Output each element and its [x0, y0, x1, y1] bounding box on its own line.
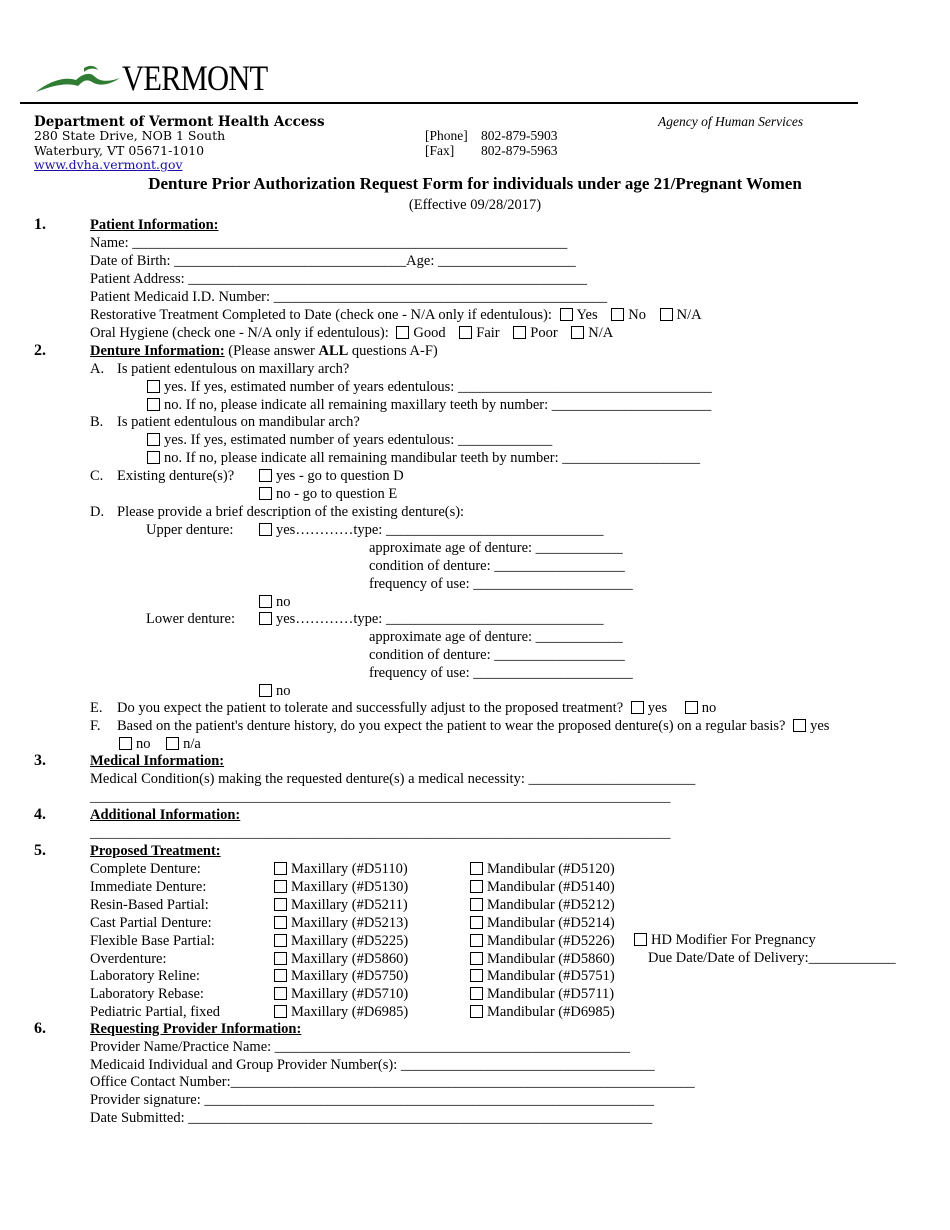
mandibular-checkbox[interactable] [470, 862, 483, 875]
upper-condition-field: condition of denture: __________________ [369, 558, 625, 574]
mandibular-checkbox[interactable] [470, 898, 483, 911]
hygiene-poor-checkbox[interactable] [513, 326, 526, 339]
maxillary-checkbox[interactable] [274, 862, 287, 875]
provider-name-field[interactable]: Provider Name/Practice Name: _________________________________________________ [90, 1039, 631, 1055]
maxillary-code: Maxillary (#D6985) [291, 1004, 409, 1020]
section-4-heading: Additional Information: [90, 807, 241, 823]
restorative-no-label: No [628, 307, 646, 323]
patient-address-field[interactable]: Patient Address: _______________________________________________________ [90, 271, 588, 287]
b-no-checkbox[interactable] [147, 451, 160, 464]
hd-modifier-label: HD Modifier For Pregnancy [651, 932, 816, 948]
treatment-label: Flexible Base Partial: [90, 933, 215, 949]
website-link[interactable]: www.dvha.vermont.gov [34, 157, 183, 172]
f-yes-label: yes [810, 718, 830, 734]
maxillary-checkbox[interactable] [274, 916, 287, 929]
maxillary-code: Maxillary (#D5225) [291, 933, 409, 949]
logo [34, 58, 274, 98]
section-2-heading-row [90, 342, 438, 360]
restorative-treatment-label: Restorative Treatment Completed to Date (check one - N/A only if edentulous): [90, 307, 552, 323]
f-yes-checkbox[interactable] [793, 719, 806, 732]
section-2-note-c: questions A-F) [348, 343, 438, 359]
f-na-checkbox[interactable] [166, 737, 179, 750]
department-name: Department of Vermont Health Access [34, 114, 325, 130]
restorative-treatment-row [90, 306, 702, 324]
maxillary-code: Maxillary (#D5211) [291, 897, 408, 913]
address-line-2: Waterbury, VT 05671-1010 [34, 143, 205, 158]
additional-information-field[interactable]: ______________________________________________________________________________________ [90, 825, 671, 840]
question-f-letter: F. [90, 718, 101, 734]
section-6-heading: Requesting Provider Information: [90, 1021, 302, 1037]
address-line-1: 280 State Drive, NOB 1 South [34, 128, 226, 143]
b-no-text: no. If no, please indicate all remaining mandibular teeth by number: ___________________ [164, 450, 700, 466]
section-2-number: 2. [34, 342, 46, 359]
hygiene-na-label: N/A [588, 325, 614, 341]
mandibular-code: Mandibular (#D5140) [487, 879, 615, 895]
maxillary-checkbox[interactable] [274, 898, 287, 911]
date-of-birth-age-field[interactable]: Date of Birth: ________________________________Age: ___________________ [90, 253, 576, 269]
question-d-text: Please provide a brief description of the existing denture(s): [117, 504, 465, 520]
maxillary-code: Maxillary (#D5130) [291, 879, 409, 895]
maxillary-code: Maxillary (#D5860) [291, 951, 409, 967]
mandibular-code: Mandibular (#D5711) [487, 986, 615, 1002]
section-5-heading: Proposed Treatment: [90, 843, 221, 859]
a-no-checkbox[interactable] [147, 398, 160, 411]
mandibular-code: Mandibular (#D5751) [487, 968, 615, 984]
mandibular-checkbox[interactable] [470, 934, 483, 947]
f-no-checkbox[interactable] [119, 737, 132, 750]
f-no-label: no [136, 736, 151, 752]
date-submitted-field[interactable]: Date Submitted: ________________________________________________________________ [90, 1110, 653, 1126]
fax-label: [Fax] [425, 143, 455, 158]
hd-modifier-checkbox[interactable] [634, 933, 647, 946]
upper-no-checkbox[interactable] [259, 595, 272, 608]
upper-denture-label: Upper denture: [146, 522, 234, 538]
hygiene-fair-checkbox[interactable] [459, 326, 472, 339]
lower-no-label: no [276, 683, 291, 699]
treatment-label: Resin-Based Partial: [90, 897, 209, 913]
due-date-field[interactable]: Due Date/Date of Delivery:____________ [648, 950, 896, 966]
question-e-letter: E. [90, 700, 103, 716]
treatment-label: Overdenture: [90, 951, 167, 967]
oral-hygiene-label: Oral Hygiene (check one - N/A only if edentulous): [90, 325, 389, 341]
restorative-na-checkbox[interactable] [660, 308, 673, 321]
section-2-heading: Denture Information: [90, 343, 225, 359]
mandibular-checkbox[interactable] [470, 952, 483, 965]
fax-number: 802-879-5963 [481, 143, 558, 158]
f-na-label: n/a [183, 736, 201, 752]
question-d-letter: D. [90, 504, 105, 520]
lower-denture-label: Lower denture: [146, 611, 235, 627]
upper-age-field: approximate age of denture: ____________ [369, 540, 623, 556]
hygiene-na-checkbox[interactable] [571, 326, 584, 339]
upper-no-label: no [276, 594, 291, 610]
logo-text: VERMONT [122, 58, 268, 98]
mandibular-checkbox[interactable] [470, 1005, 483, 1018]
phone-label: [Phone] [425, 128, 468, 143]
upper-yes-checkbox[interactable] [259, 523, 272, 536]
c-no-checkbox[interactable] [259, 487, 272, 500]
c-yes-text: yes - go to question D [276, 468, 404, 484]
patient-name-field[interactable]: Name: ____________________________________________________________ [90, 235, 568, 251]
header-rule [20, 102, 858, 104]
mandibular-code: Mandibular (#D6985) [487, 1004, 615, 1020]
e-no-checkbox[interactable] [685, 701, 698, 714]
e-no-label: no [701, 700, 717, 716]
question-c-text: Existing denture(s)? [117, 468, 235, 484]
maxillary-code: Maxillary (#D5710) [291, 986, 409, 1002]
treatment-label: Cast Partial Denture: [90, 915, 212, 931]
medical-condition-field[interactable]: Medical Condition(s) making the requested denture(s) a medical necessity: _______________________ [90, 771, 696, 787]
hygiene-poor-label: Poor [530, 325, 558, 341]
mandibular-code: Mandibular (#D5120) [487, 861, 615, 877]
section-3-number: 3. [34, 752, 46, 769]
maxillary-checkbox[interactable] [274, 880, 287, 893]
mandibular-code: Mandibular (#D5860) [487, 951, 615, 967]
mandibular-checkbox[interactable] [470, 969, 483, 982]
mandibular-checkbox[interactable] [470, 880, 483, 893]
question-e-row [117, 699, 716, 717]
section-2-note-all: ALL [318, 343, 349, 359]
treatment-label: Laboratory Rebase: [90, 986, 204, 1002]
section-2-note-a: (Please answer [224, 343, 319, 359]
medical-condition-line-2[interactable]: ______________________________________________________________________________________ [90, 789, 671, 804]
question-a-letter: A. [90, 361, 105, 377]
treatment-label: Immediate Denture: [90, 879, 207, 895]
medicaid-id-field[interactable]: Patient Medicaid I.D. Number: ______________________________________________ [90, 289, 608, 305]
treatment-label: Pediatric Partial, fixed [90, 1004, 221, 1020]
vermont-mountain-logo-icon [34, 60, 126, 96]
mandibular-checkbox[interactable] [470, 916, 483, 929]
section-5-number: 5. [34, 842, 46, 859]
hygiene-fair-label: Fair [476, 325, 500, 341]
maxillary-checkbox[interactable] [274, 969, 287, 982]
section-3-heading: Medical Information: [90, 753, 225, 769]
restorative-na-label: N/A [676, 307, 702, 323]
provider-number-field[interactable]: Medicaid Individual and Group Provider Number(s): ___________________________________ [90, 1057, 655, 1073]
c-yes-checkbox[interactable] [259, 469, 272, 482]
restorative-yes-label: Yes [576, 307, 598, 323]
upper-frequency-field: frequency of use: ______________________ [369, 576, 633, 592]
treatment-label: Complete Denture: [90, 861, 201, 877]
b-yes-text: yes. If yes, estimated number of years edentulous: _____________ [164, 432, 553, 448]
lower-age-field: approximate age of denture: ____________ [369, 629, 623, 645]
maxillary-checkbox[interactable] [274, 987, 287, 1000]
question-b-letter: B. [90, 414, 104, 430]
section-1-heading: Patient Information: [90, 217, 219, 233]
maxillary-checkbox[interactable] [274, 934, 287, 947]
section-6-number: 6. [34, 1020, 46, 1037]
restorative-no-checkbox[interactable] [611, 308, 624, 321]
maxillary-code: Maxillary (#D5213) [291, 915, 409, 931]
maxillary-checkbox[interactable] [274, 1005, 287, 1018]
agency-name: Agency of Human Services [658, 114, 804, 129]
office-contact-field[interactable]: Office Contact Number:________________________________________________________________ [90, 1074, 695, 1090]
a-no-text: no. If no, please indicate all remaining maxillary teeth by number: ______________________ [164, 397, 712, 413]
b-yes-checkbox[interactable] [147, 433, 160, 446]
a-yes-text: yes. If yes, estimated number of years edentulous: ___________________________________ [164, 379, 712, 395]
a-yes-checkbox[interactable] [147, 380, 160, 393]
restorative-yes-checkbox[interactable] [560, 308, 573, 321]
maxillary-code: Maxillary (#D5750) [291, 968, 409, 984]
mandibular-code: Mandibular (#D5226) [487, 933, 615, 949]
provider-signature-field[interactable]: Provider signature: ______________________________________________________________ [90, 1092, 654, 1108]
question-b-text: Is patient edentulous on mandibular arch? [117, 414, 360, 430]
section-4-number: 4. [34, 806, 46, 823]
e-yes-label: yes [647, 700, 668, 716]
form-title: Denture Prior Authorization Request Form for individuals under age 21/Pregnant Women [148, 174, 802, 193]
mandibular-code: Mandibular (#D5214) [487, 915, 615, 931]
lower-frequency-field: frequency of use: ______________________ [369, 665, 633, 681]
treatment-label: Laboratory Reline: [90, 968, 200, 984]
lower-type-field: yes…………type: ______________________________ [276, 611, 604, 627]
hygiene-good-checkbox[interactable] [396, 326, 409, 339]
lower-condition-field: condition of denture: __________________ [369, 647, 625, 663]
phone-number: 802-879-5903 [481, 128, 558, 143]
c-no-text: no - go to question E [276, 486, 398, 502]
section-1-number: 1. [34, 216, 46, 233]
maxillary-code: Maxillary (#D5110) [291, 861, 408, 877]
hygiene-good-label: Good [413, 325, 446, 341]
e-yes-checkbox[interactable] [631, 701, 644, 714]
upper-type-field: yes…………type: ______________________________ [276, 522, 604, 538]
mandibular-code: Mandibular (#D5212) [487, 897, 615, 913]
mandibular-checkbox[interactable] [470, 987, 483, 1000]
question-e-text: Do you expect the patient to tolerate and successfully adjust to the proposed treatment? [117, 700, 624, 716]
question-c-letter: C. [90, 468, 104, 484]
lower-yes-checkbox[interactable] [259, 612, 272, 625]
question-a-text: Is patient edentulous on maxillary arch? [117, 361, 350, 377]
maxillary-checkbox[interactable] [274, 952, 287, 965]
lower-no-checkbox[interactable] [259, 684, 272, 697]
oral-hygiene-row [90, 324, 613, 342]
question-f-text: Based on the patient's denture history, do you expect the patient to wear the proposed denture(s) on a regular basis? [117, 718, 786, 734]
effective-date: (Effective 09/28/2017) [408, 197, 542, 213]
question-f-row [117, 717, 829, 735]
